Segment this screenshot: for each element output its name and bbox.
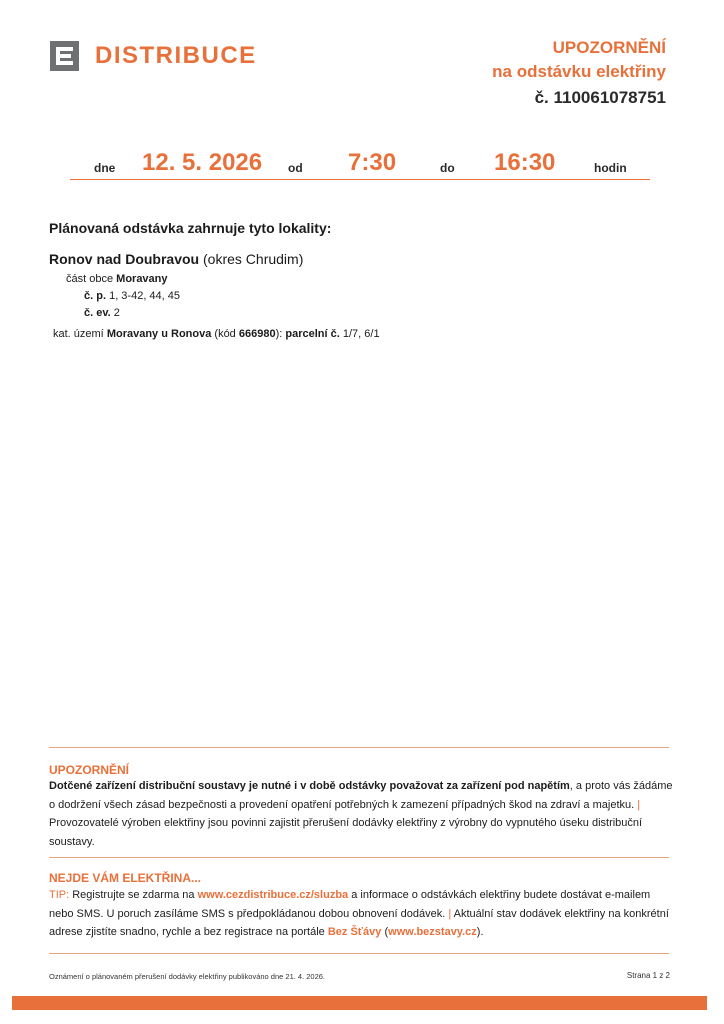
warning-text-1: , a proto vás žádáme o dodržení všech zásad bezpečnosti a provedení opatření potřebných k zamezení případných škod na zdraví a majetku. [49, 780, 673, 811]
tip-text-1: Registrujte se zdarma na [72, 889, 195, 901]
kat-prefix: kat. území [53, 328, 104, 340]
notice-title [492, 37, 666, 111]
portal-link[interactable]: www.bezstavy.cz [388, 926, 477, 938]
tip-text-3: Aktuální stav dodávek elektřiny na konkrétní adrese zjistíte snadno, rychle a bez registrace na portále [49, 907, 669, 938]
district-name: (okres Chrudim) [203, 251, 304, 267]
warning-text [49, 777, 674, 851]
separator: | [637, 798, 641, 811]
label-day: dne [94, 161, 116, 175]
divider [49, 857, 669, 858]
town-line [49, 251, 303, 267]
logo-text: DISTRIBUCE [95, 42, 257, 69]
cp-label: č. p. [84, 290, 107, 302]
ev-values: 2 [113, 307, 120, 319]
cp-values: 1, 3-42, 44, 45 [109, 290, 181, 302]
cadastral-line [53, 328, 380, 340]
no-power-title: NEJDE VÁM ELEKTŘINA... [49, 871, 202, 885]
localities-heading: Plánovaná odstávka zahrnuje tyto lokality: [49, 220, 332, 236]
part-name: Moravany [116, 273, 168, 285]
warning-title: UPOZORNĚNÍ [49, 763, 130, 777]
kat-name: Moravany u Ronova [106, 328, 212, 340]
kat-code-prefix: (kód [214, 328, 236, 340]
notice-title-line1: UPOZORNĚNÍ [552, 38, 666, 57]
outage-date: 12. 5. 2026 [142, 149, 263, 176]
portal-name: Bez Šťávy [327, 926, 382, 938]
notice-title-line2: na odstávku elektřiny [492, 62, 666, 81]
separator: | [448, 907, 452, 920]
time-to: 16:30 [494, 149, 556, 176]
ev-label: č. ev. [84, 307, 111, 319]
cez-logo-icon [50, 41, 79, 71]
page-number: Strana 1 z 2 [626, 971, 670, 980]
evidence-numbers-line [84, 307, 120, 319]
municipality-part-line [66, 273, 168, 285]
parcel-values: 1/7, 6/1 [342, 328, 380, 340]
tip-label: TIP: [49, 889, 70, 901]
outage-date-row [70, 147, 650, 180]
published-note: Oznámení o plánovaném přerušení dodávky elektřiny publikováno dne 21. 4. 2026. [49, 972, 326, 981]
house-numbers-line [84, 290, 180, 302]
warning-bold-text: Dotčené zařízení distribuční soustavy je nutné i v době odstávky považovat za zařízení pod napětím [49, 780, 570, 792]
warning-text-2: Provozovatelé výroben elektřiny jsou povinni zajistit přerušení dodávky elektřiny z výrobny do vypnutého úseku distribuční soustavy. [49, 817, 643, 848]
label-from: od [288, 161, 303, 175]
town-name: Ronov nad Doubravou [49, 251, 200, 267]
notice-number: č. 110061078751 [534, 88, 666, 107]
part-label: část obce [66, 273, 114, 285]
tip-text-end: ). [476, 926, 484, 938]
divider [49, 747, 669, 748]
parcel-label: parcelní č. [285, 328, 340, 340]
tip-text-2: a informace o odstávkách elektřiny budete dostávat e-mailem nebo SMS. U poruch zasíláme SMS s předpokládanou dobou obnovení dodávek. [49, 889, 651, 920]
registration-link[interactable]: www.cezdistribuce.cz/sluzba [197, 889, 349, 901]
cez-logo [50, 41, 257, 71]
footer-band [12, 996, 707, 1010]
time-from: 7:30 [348, 149, 397, 176]
kat-code: 666980 [238, 328, 276, 340]
label-hours: hodin [594, 161, 627, 175]
no-power-text: TIP: Registrujte se zdarma na www.cezdistribuce.cz/sluzba a informace o odstávkách elektřiny budete dostávat e-mailem nebo SMS. U poruch zasíláme SMS s předpokládanou dobou obnovení dodávek. | Aktuální stav dodávek elektřiny na konkrétní adrese zjistíte snadno, rychle a bez registrace na portále Bez Šťávy (www.bezstavy.cz). [49, 889, 669, 938]
kat-code-suffix: ): [275, 328, 283, 340]
divider [49, 953, 669, 954]
label-to: do [440, 161, 455, 175]
